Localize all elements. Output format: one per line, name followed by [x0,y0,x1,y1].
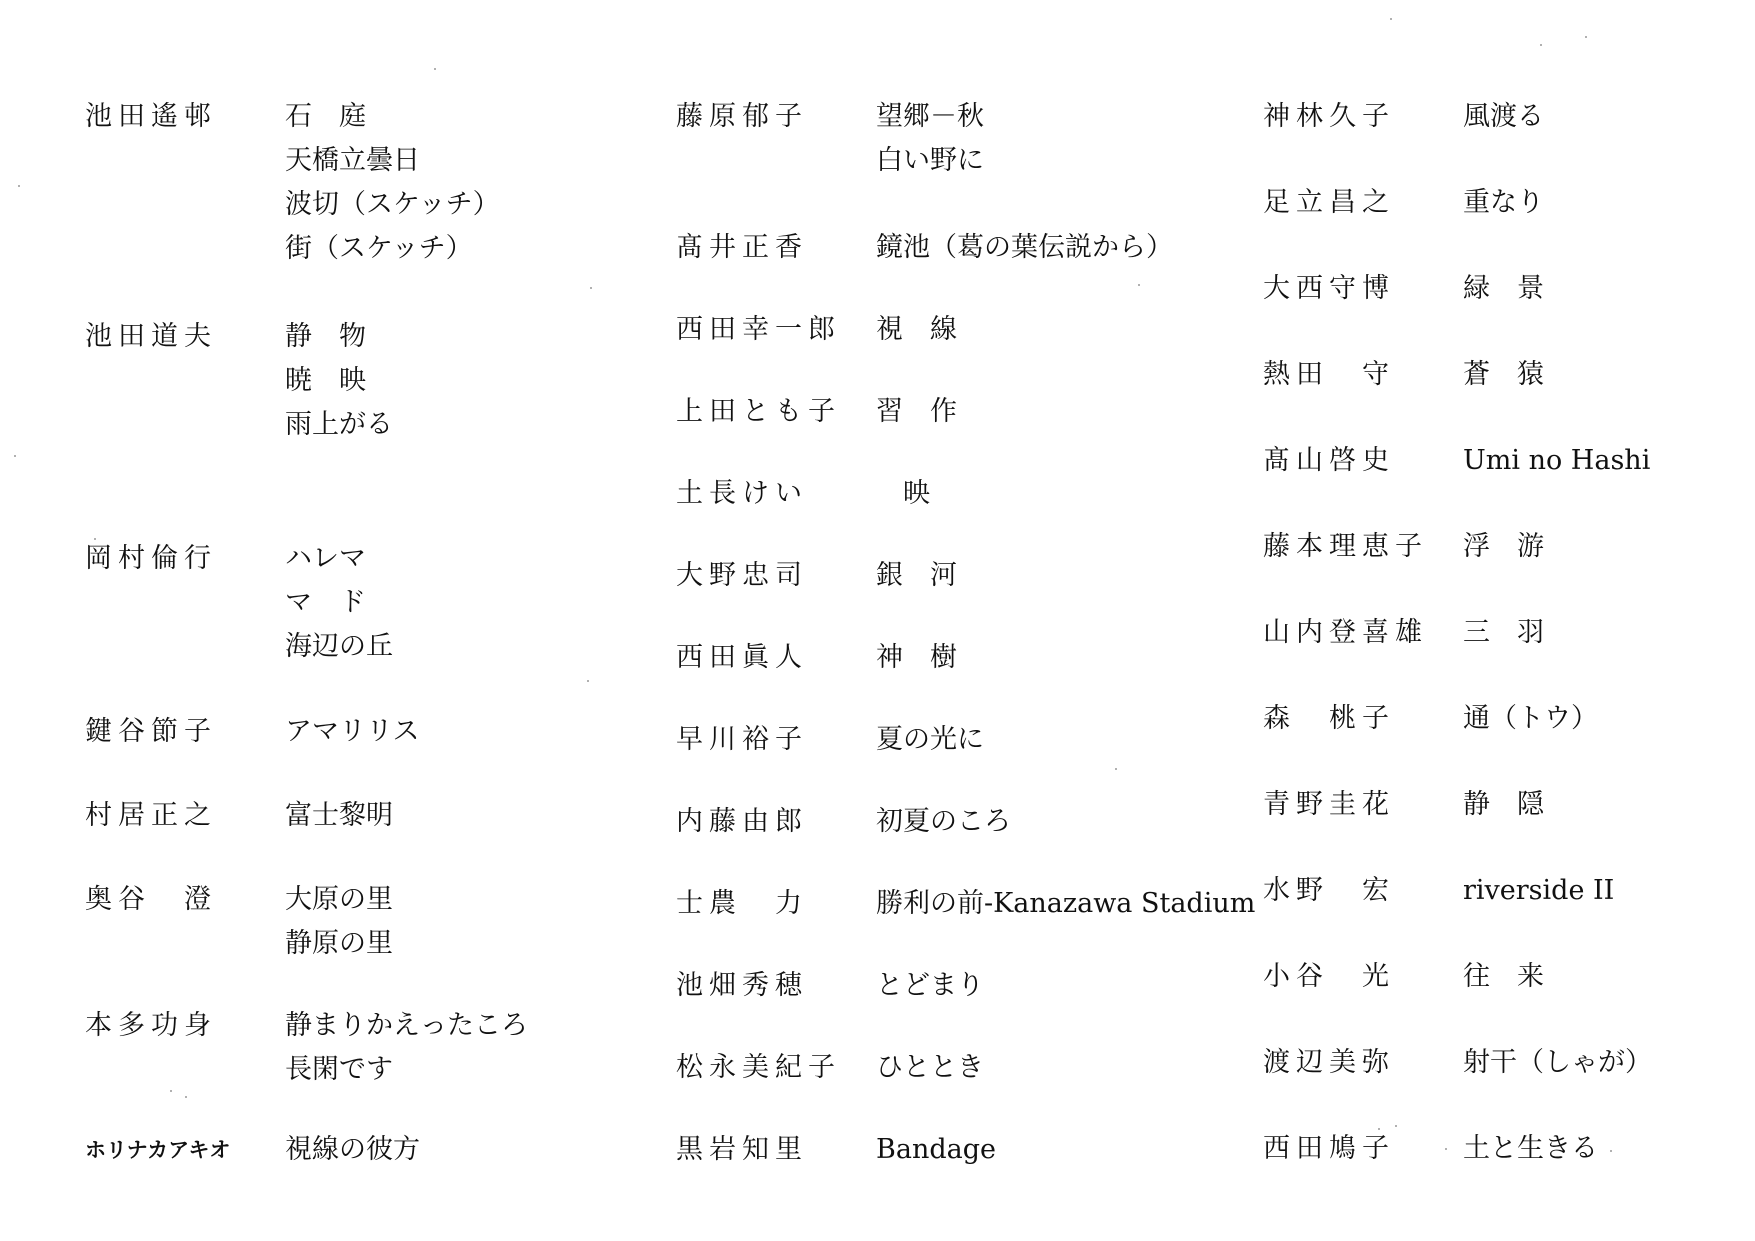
works-list [876,1128,996,1172]
scan-speck [587,680,589,682]
artist-name: 森 桃子 [1263,703,1395,734]
scan-speck [14,455,16,457]
works-list [876,1046,984,1090]
artist-name: 西田眞人 [676,642,808,673]
scan-speck [185,1096,187,1098]
scan-speck [170,1090,172,1092]
works-list [876,390,957,434]
work-title: 静 隠 [1463,789,1544,820]
work-title: 石 庭 [285,101,366,132]
artist-name: 神林久子 [1263,101,1395,132]
artist-name: 青野圭花 [1263,789,1395,820]
work-title: 土と生きる [1463,1133,1598,1164]
works-list [876,964,984,1008]
scan-speck [1395,1125,1397,1127]
artist-name: 西田幸一郎 [676,314,841,345]
artist-name: 士農 力 [676,888,808,919]
work-title: 夏の光に [876,724,984,755]
scan-speck [1540,44,1542,46]
artist-name: 本多功身 [85,1010,217,1041]
artist-name: 内藤由郎 [676,806,808,837]
works-list [1463,869,1614,913]
artist-name: 鍵谷節子 [85,716,217,747]
work-title: 通（トウ） [1463,703,1598,734]
artist-name: 松永美紀子 [676,1052,841,1083]
work-title: 富士黎明 [285,800,393,831]
work-title: 射干（しゃが） [1463,1047,1652,1078]
column-1 [85,0,645,1241]
artist-name: 岡村倫行 [85,543,217,574]
artist-name: 渡辺美弥 [1263,1047,1395,1078]
works-list [876,308,957,352]
work-title: とどまり [876,970,984,1001]
work-title: 雨上がる [285,409,393,440]
scan-speck [1115,768,1117,770]
scan-speck [1378,1128,1380,1130]
artist-name: 池田道夫 [85,321,217,352]
work-title: 静まりかえったころ [285,1010,528,1041]
artist-name: 髙山啓史 [1263,445,1395,476]
work-title: 浮 游 [1463,531,1544,562]
work-title: 勝利の前-Kanazawa Stadium [876,888,1256,919]
works-list [876,800,1011,844]
artist-name: 西田鳩子 [1263,1133,1395,1164]
artist-name: 村居正之 [85,800,217,831]
artist-name: 池畑秀穂 [676,970,808,1001]
artist-name: 上田とも子 [676,396,841,427]
artist-name: 足立昌之 [1263,187,1395,218]
work-title: Umi no Hashi [1463,445,1651,476]
scan-speck [1138,284,1140,286]
works-list [285,1128,420,1172]
artist-name: 大野忠司 [676,560,808,591]
scan-speck [1610,1150,1612,1152]
work-title: 三 羽 [1463,617,1544,648]
artist-name: 小谷 光 [1263,961,1395,992]
artist-name: 奥谷 澄 [85,884,217,915]
artist-name: 髙井正香 [676,232,808,263]
work-title: 静 物 [285,321,366,352]
works-list [1463,697,1598,741]
works-list [876,718,984,762]
work-title: 鏡池（葛の葉伝説から） [876,232,1173,263]
works-list [285,315,393,447]
works-list [876,636,957,680]
artist-name: 早川裕子 [676,724,808,755]
work-title: 望郷－秋 [876,101,984,132]
works-list [285,1004,528,1092]
work-title: riverside II [1463,875,1615,906]
works-list [1463,1127,1598,1171]
work-title: 蒼 猿 [1463,359,1544,390]
works-list [1463,1041,1652,1085]
work-title: ひととき [876,1052,984,1083]
work-title: 重なり [1463,187,1544,218]
work-title: 白い野に [876,145,984,176]
work-title: 暁 映 [285,365,366,396]
works-list [1463,611,1544,655]
artist-name: ホリナカアキオ [85,1137,231,1162]
works-list [876,472,930,516]
work-title: 長閑です [285,1054,393,1085]
works-list [876,226,1173,270]
artist-name: 黒岩知里 [676,1134,808,1165]
work-title: 天橋立曇日 [285,145,420,176]
works-list [285,95,500,271]
work-title: 静原の里 [285,928,393,959]
works-list [1463,955,1544,999]
artist-name: 藤本理恵子 [1263,531,1428,562]
scan-speck [590,287,592,289]
works-list [876,554,957,598]
scan-speck [18,185,20,187]
works-list [285,710,419,754]
work-title: 波切（スケッチ） [285,189,500,220]
work-title: ハレマ [285,543,366,574]
scan-speck [434,68,436,70]
work-title: 視 線 [876,314,957,345]
artist-name: 大西守博 [1263,273,1395,304]
scan-speck [94,538,96,540]
scan-speck [1445,1148,1447,1150]
column-2 [676,0,1256,1241]
artist-name: 土長けい [676,478,808,509]
artist-name: 池田遙邨 [85,101,217,132]
work-title: 映 [876,478,930,509]
works-list [876,95,984,183]
work-title: 緑 景 [1463,273,1544,304]
work-title: 銀 河 [876,560,957,591]
works-list [1463,353,1544,397]
column-3 [1263,0,1733,1241]
works-list [1463,525,1544,569]
artist-name: 山内登喜雄 [1263,617,1428,648]
work-title: 風渡る [1463,101,1544,132]
work-title: 神 樹 [876,642,957,673]
work-title: マ ド [285,587,366,618]
work-title: 初夏のころ [876,806,1011,837]
work-title: 往 来 [1463,961,1544,992]
work-title: Bandage [876,1134,996,1165]
works-list [1463,439,1650,483]
work-title: 大原の里 [285,884,393,915]
artist-name: 水野 宏 [1263,875,1395,906]
work-title: 街（スケッチ） [285,233,473,264]
scan-speck [1390,18,1392,20]
artist-name: 藤原郁子 [676,101,808,132]
work-title: 海辺の丘 [285,631,393,662]
works-list [1463,783,1544,827]
work-title: アマリリス [285,716,420,747]
works-list [285,878,393,966]
artist-name: 熱田 守 [1263,359,1395,390]
works-list [876,882,1255,926]
works-list [285,794,393,838]
works-list [285,537,393,669]
work-title: 習 作 [876,396,957,427]
works-list [1463,267,1544,311]
scan-speck [1585,36,1587,38]
works-list [1463,181,1544,225]
work-title: 視線の彼方 [285,1134,420,1165]
works-list [1463,95,1544,139]
